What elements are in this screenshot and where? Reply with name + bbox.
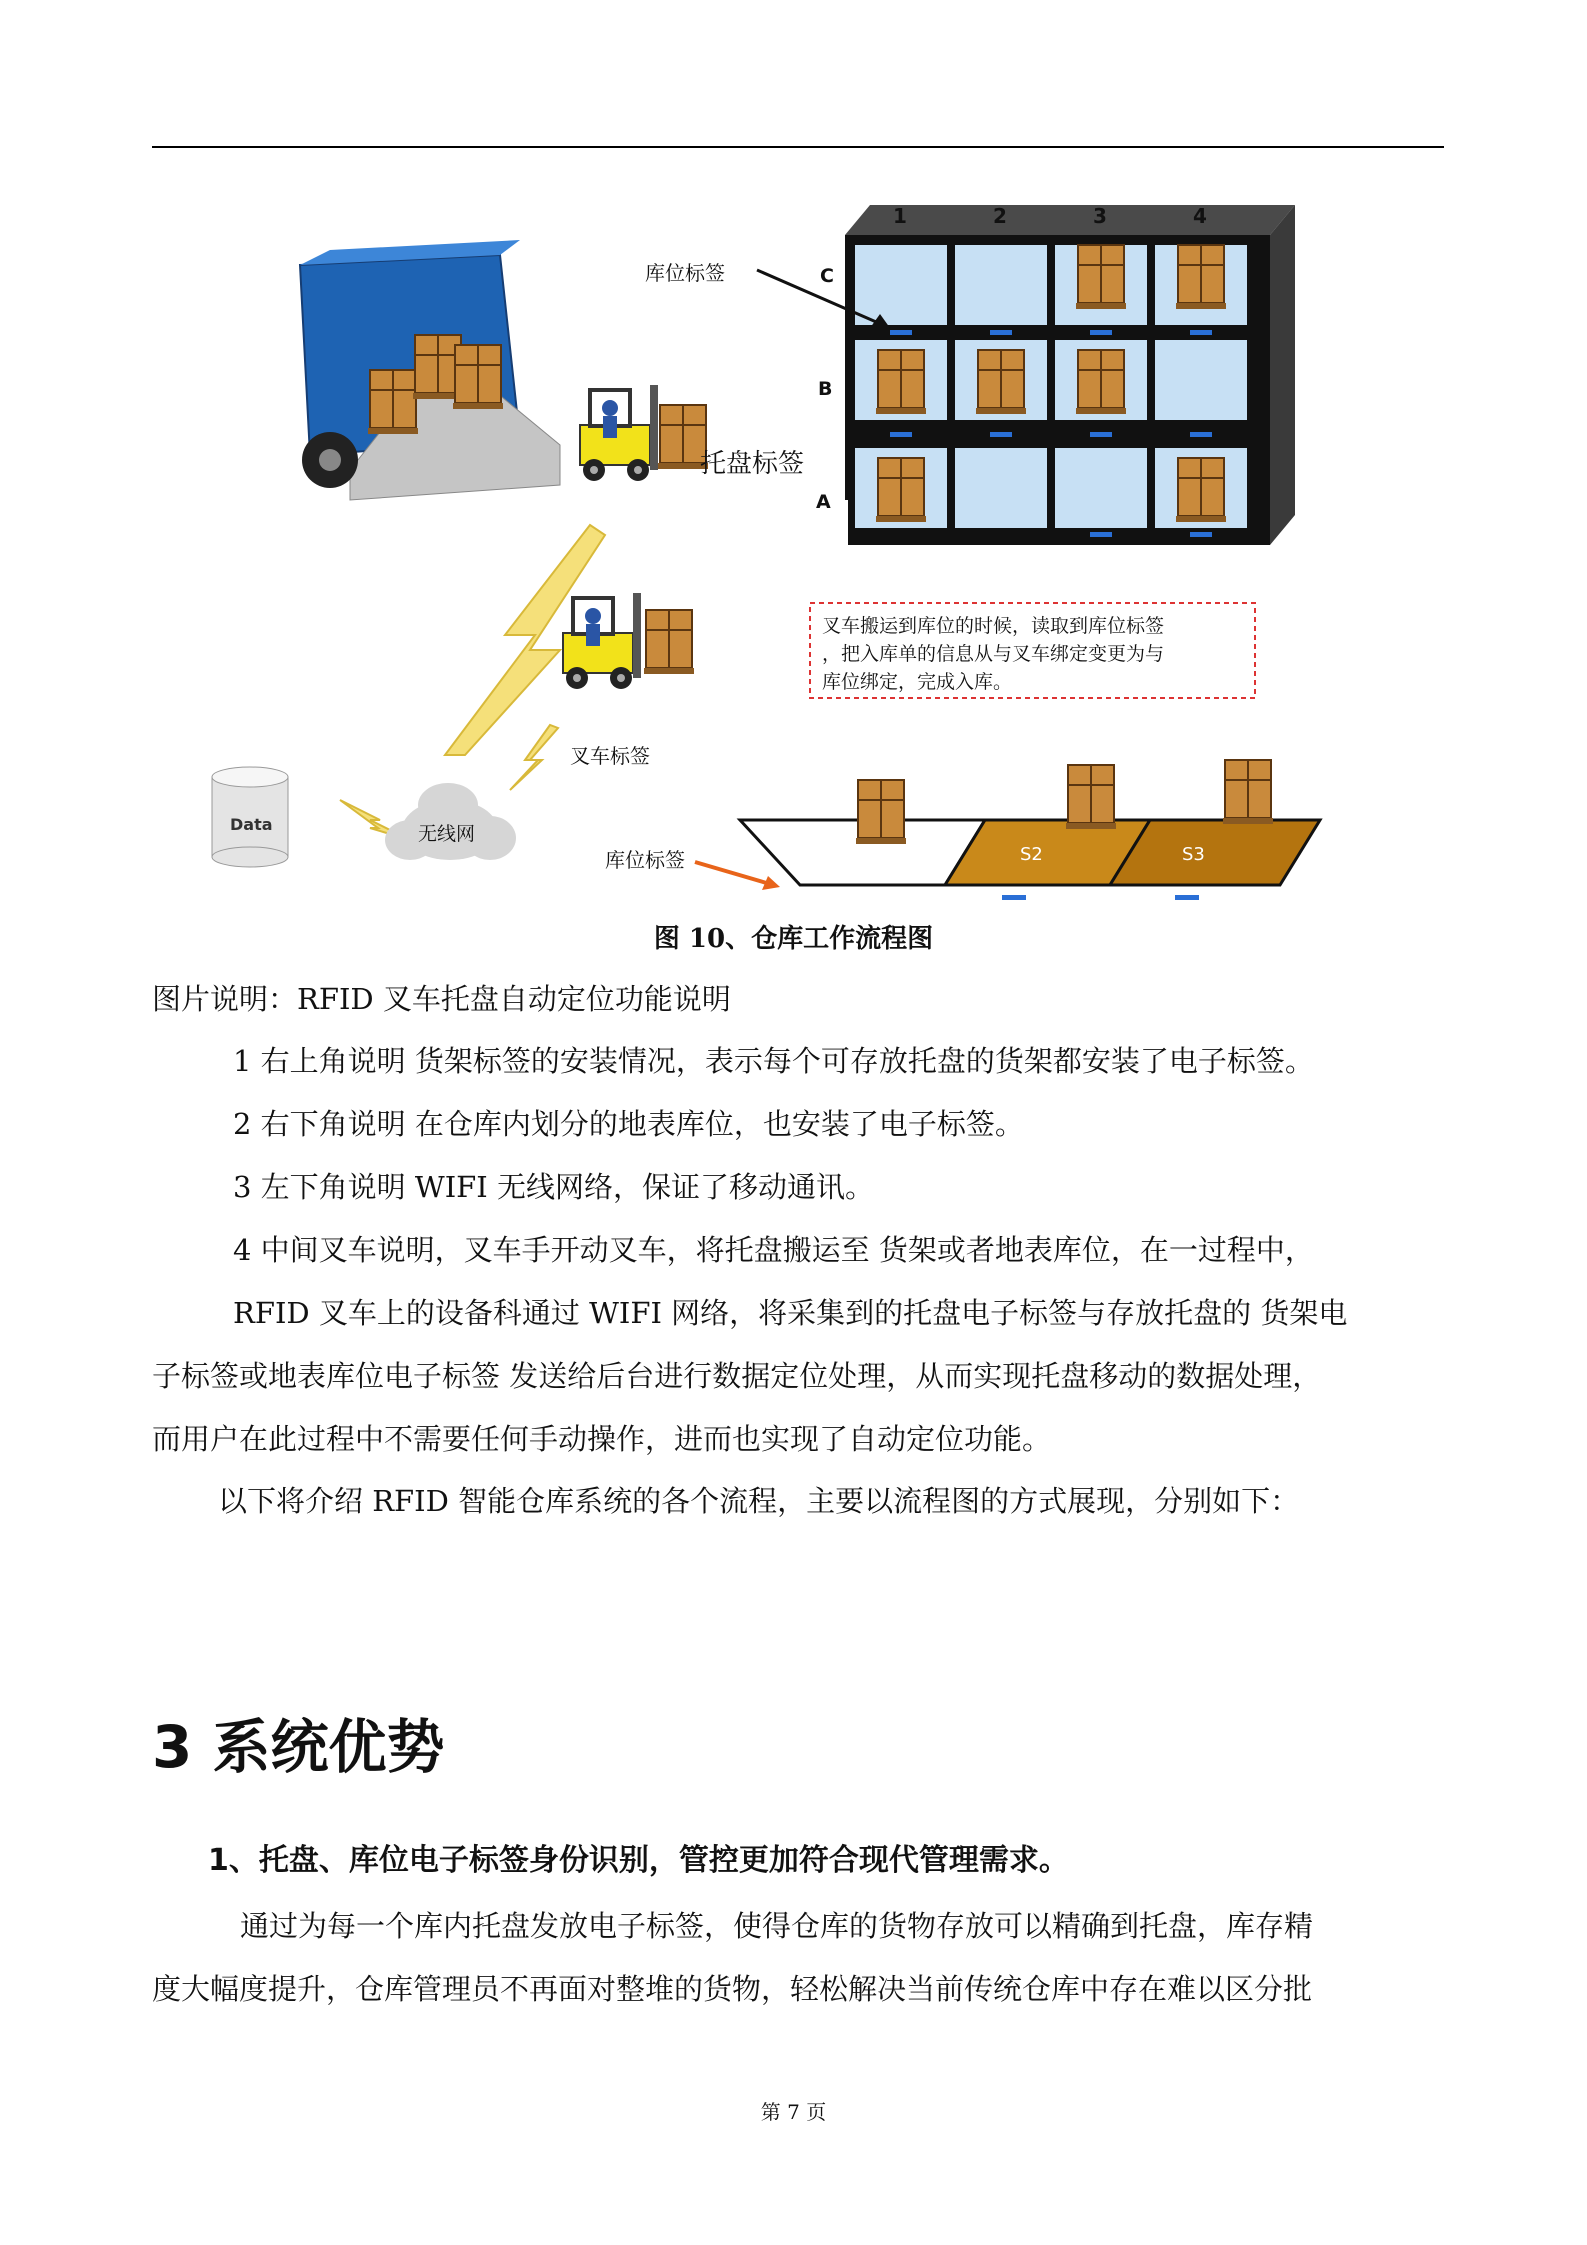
- header-rule: [152, 146, 1444, 148]
- floor-slot-s2: S2: [1020, 844, 1043, 865]
- shelf-col-1: 1: [893, 204, 907, 228]
- list-item-4: 4 中间叉车说明，叉车手开动叉车，将托盘搬运至 货架或者地表库位，在一过程中，: [233, 1233, 1314, 1267]
- note-line-3: 库位绑定，完成入库。: [822, 671, 1013, 693]
- warehouse-workflow-figure: [190, 180, 1340, 900]
- shelf-row-c: C: [820, 265, 834, 287]
- cloud-icon: [385, 783, 516, 860]
- cloud-label: 无线网: [418, 823, 476, 845]
- forklift-tag-label: 叉车标签: [570, 744, 650, 768]
- body-line-1: 通过为每一个库内托盘发放电子标签，使得仓库的货物存放可以精确到托盘，库存精: [240, 1909, 1314, 1943]
- database-label: Data: [230, 815, 273, 834]
- figure-description: 图片说明：RFID 叉车托盘自动定位功能说明: [152, 982, 731, 1016]
- body-line-2: 度大幅度提升，仓库管理员不再面对整堆的货物，轻松解决当前传统仓库中存在难以区分批: [152, 1972, 1313, 2006]
- shelf-rack: [818, 204, 1295, 555]
- floor-slot-s3: S3: [1182, 844, 1205, 865]
- shelf-col-4: 4: [1193, 204, 1207, 228]
- forklift-lower: [563, 593, 694, 689]
- shelf-row-a: A: [816, 491, 831, 513]
- list-item-2: 2 右下角说明 在仓库内划分的地表库位，也安装了电子标签。: [233, 1107, 1024, 1141]
- floor-slots: [740, 760, 1320, 900]
- location-tag-label-bottom: 库位标签: [605, 848, 685, 872]
- page-number: 第 7 页: [760, 2100, 827, 2124]
- location-tag-label-top: 库位标签: [645, 261, 725, 285]
- section-heading: 3 系统优势: [152, 1713, 445, 1781]
- shelf-row-b: B: [818, 378, 833, 400]
- next-section-intro: 以下将介绍 RFID 智能仓库系统的各个流程，主要以流程图的方式展现，分别如下：: [218, 1484, 1300, 1518]
- list-item-4-cont-2: 子标签或地表库位电子标签 发送给后台进行数据定位处理，从而实现托盘移动的数据处理，: [152, 1359, 1322, 1393]
- shelf-col-2: 2: [993, 204, 1007, 228]
- pallet-tag-label: 托盘标签: [700, 449, 805, 479]
- truck-graphic: [300, 240, 560, 500]
- subheading: 1、托盘、库位电子标签身份识别，管控更加符合现代管理需求。: [208, 1843, 1069, 1878]
- shelf-col-3: 3: [1093, 204, 1107, 228]
- figure-caption: 图 10、仓库工作流程图: [653, 924, 934, 954]
- note-line-1: 叉车搬运到库位的时候，读取到库位标签: [822, 615, 1165, 637]
- list-item-4-cont-1: RFID 叉车上的设备科通过 WIFI 网络，将采集到的托盘电子标签与存放托盘的 货架电: [233, 1296, 1348, 1330]
- list-item-3: 3 左下角说明 WIFI 无线网络，保证了移动通讯。: [233, 1170, 874, 1204]
- forklift-upper: [580, 385, 708, 481]
- list-item-4-cont-3: 而用户在此过程中不需要任何手动操作，进而也实现了自动定位功能。: [152, 1422, 1052, 1456]
- list-item-1: 1 右上角说明 货架标签的安装情况，表示每个可存放托盘的货架都安装了电子标签。: [233, 1044, 1314, 1078]
- note-line-2: ，把入库单的信息从与叉车绑定变更为与: [822, 643, 1165, 665]
